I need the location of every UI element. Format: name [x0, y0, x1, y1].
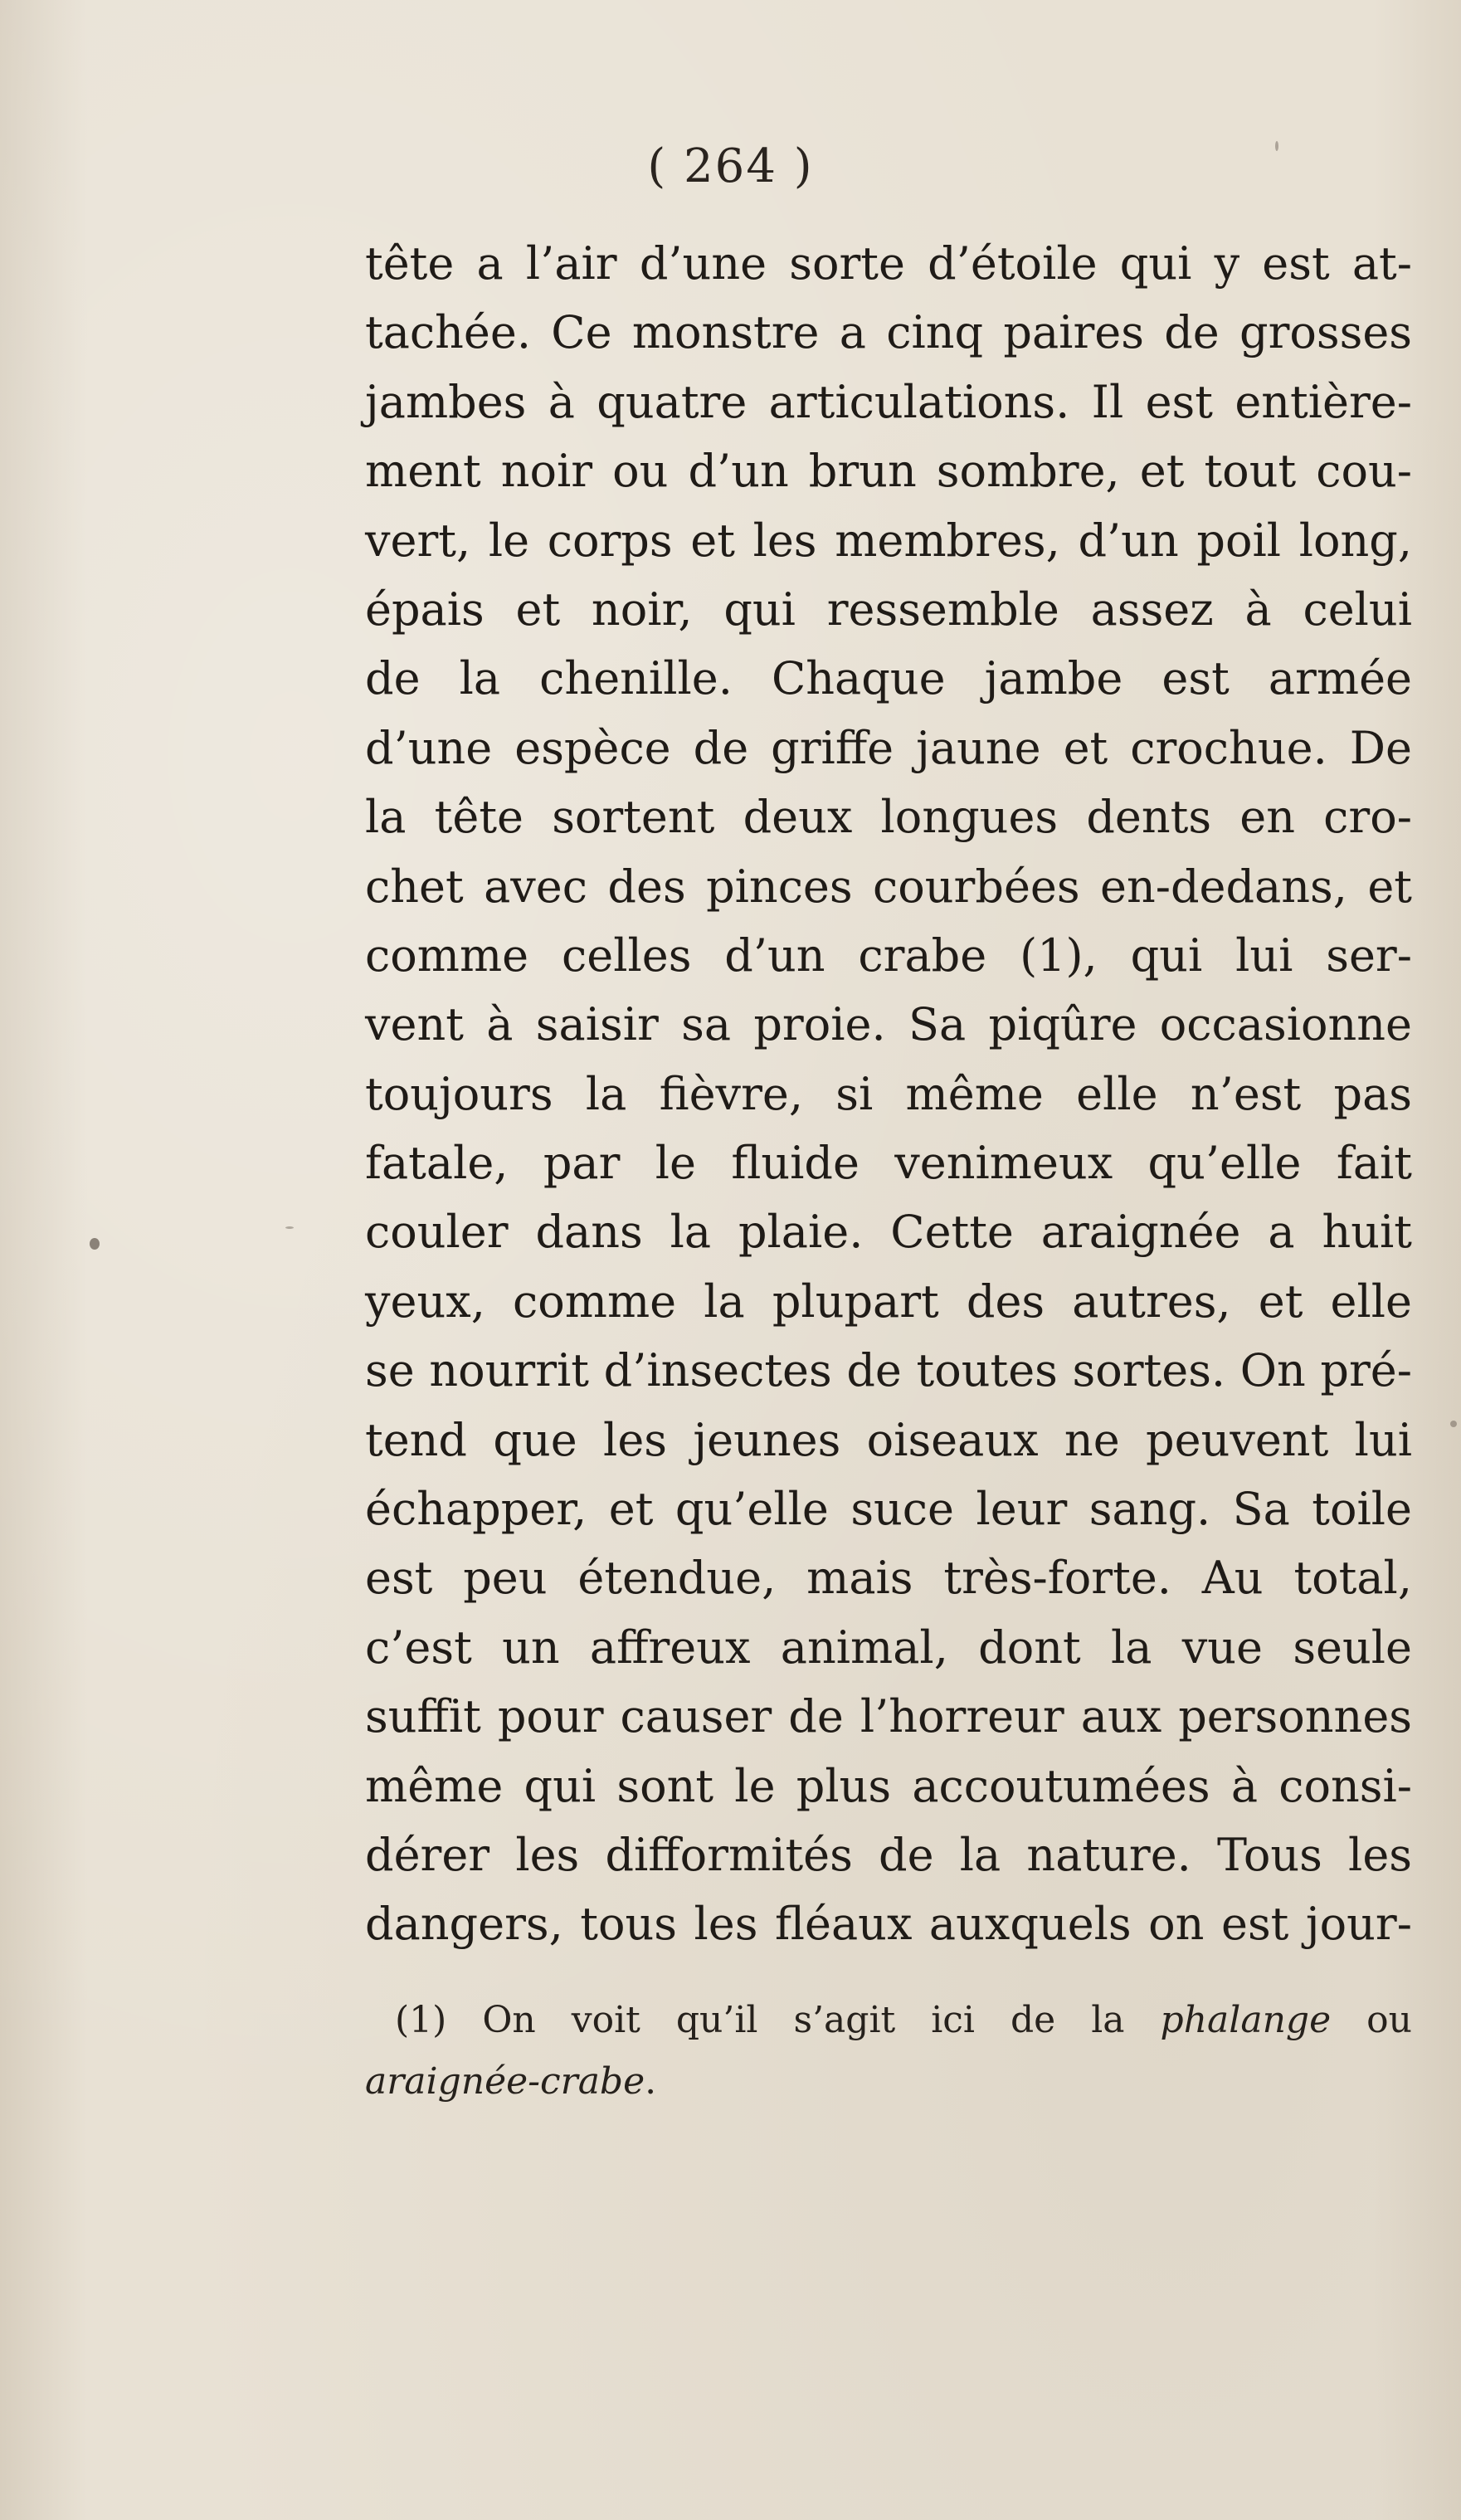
body-line: tête a l’air d’une sorte d’étoile qui y est at-	[365, 237, 1412, 290]
body-line: est peu étendue, mais très-forte. Au total,	[365, 1552, 1412, 1605]
footnote-term-phalange: phalange	[1160, 1999, 1332, 2041]
body-line: comme celles d’un crabe (1), qui lui ser-	[365, 929, 1412, 982]
paper-speck	[1275, 141, 1278, 151]
body-line: tachée. Ce monstre a cinq paires de grosses	[365, 306, 1412, 359]
body-line: vert, le corps et les membres, d’un poil long,	[365, 514, 1412, 567]
footnote-conjunction: ou	[1366, 1999, 1412, 2041]
paper-speck	[90, 1238, 100, 1250]
body-line: jambes à quatre articulations. Il est entière-	[365, 375, 1412, 428]
paper-speck	[1450, 1421, 1457, 1427]
body-text	[365, 229, 1412, 1959]
body-line: yeux, comme la plupart des autres, et elle	[365, 1275, 1412, 1328]
footnote	[365, 1990, 1412, 2113]
body-line: la tête sortent deux longues dents en cro-	[365, 791, 1412, 844]
body-line: épais et noir, qui ressemble assez à celui	[365, 582, 1412, 636]
footnote-term-araignee-crabe: araignée-crabe	[365, 2060, 645, 2103]
footnote-prefix: (1) On voit qu’il s’agit ici de la	[395, 1999, 1125, 2041]
body-line: vent à saisir sa proie. Sa piqûre occasionne	[365, 998, 1412, 1051]
body-line: dérer les difformités de la nature. Tous les	[365, 1828, 1412, 1881]
body-line: dangers, tous les fléaux auxquels on est jour-	[365, 1898, 1412, 1951]
paper-speck	[285, 1226, 294, 1229]
body-line: ment noir ou d’un brun sombre, et tout cou-	[365, 445, 1412, 498]
footnote-line	[365, 1990, 1412, 2051]
body-line: se nourrit d’insectes de toutes sortes. On pré-	[365, 1344, 1412, 1397]
body-line: toujours la fièvre, si même elle n’est pas	[365, 1067, 1412, 1120]
body-line: chet avec des pinces courbées en-dedans, et	[365, 860, 1412, 913]
body-line: même qui sont le plus accoutumées à consi-	[365, 1759, 1412, 1812]
body-line: tend que les jeunes oiseaux ne peuvent lui	[365, 1413, 1412, 1466]
footnote-period: .	[645, 2060, 657, 2103]
footnote-line	[365, 2051, 1412, 2113]
body-line: échapper, et qu’elle suce leur sang. Sa toile	[365, 1483, 1412, 1536]
body-line: de la chenille. Chaque jambe est armée	[365, 652, 1412, 705]
page-number: ( 264 )	[647, 139, 814, 193]
body-line: c’est un affreux animal, dont la vue seule	[365, 1621, 1412, 1674]
body-line: couler dans la plaie. Cette araignée a huit	[365, 1206, 1412, 1259]
body-line: d’une espèce de griffe jaune et crochue. De	[365, 721, 1412, 774]
body-line: suffit pour causer de l’horreur aux personnes	[365, 1690, 1412, 1743]
body-line: fatale, par le fluide venimeux qu’elle fait	[365, 1137, 1412, 1190]
